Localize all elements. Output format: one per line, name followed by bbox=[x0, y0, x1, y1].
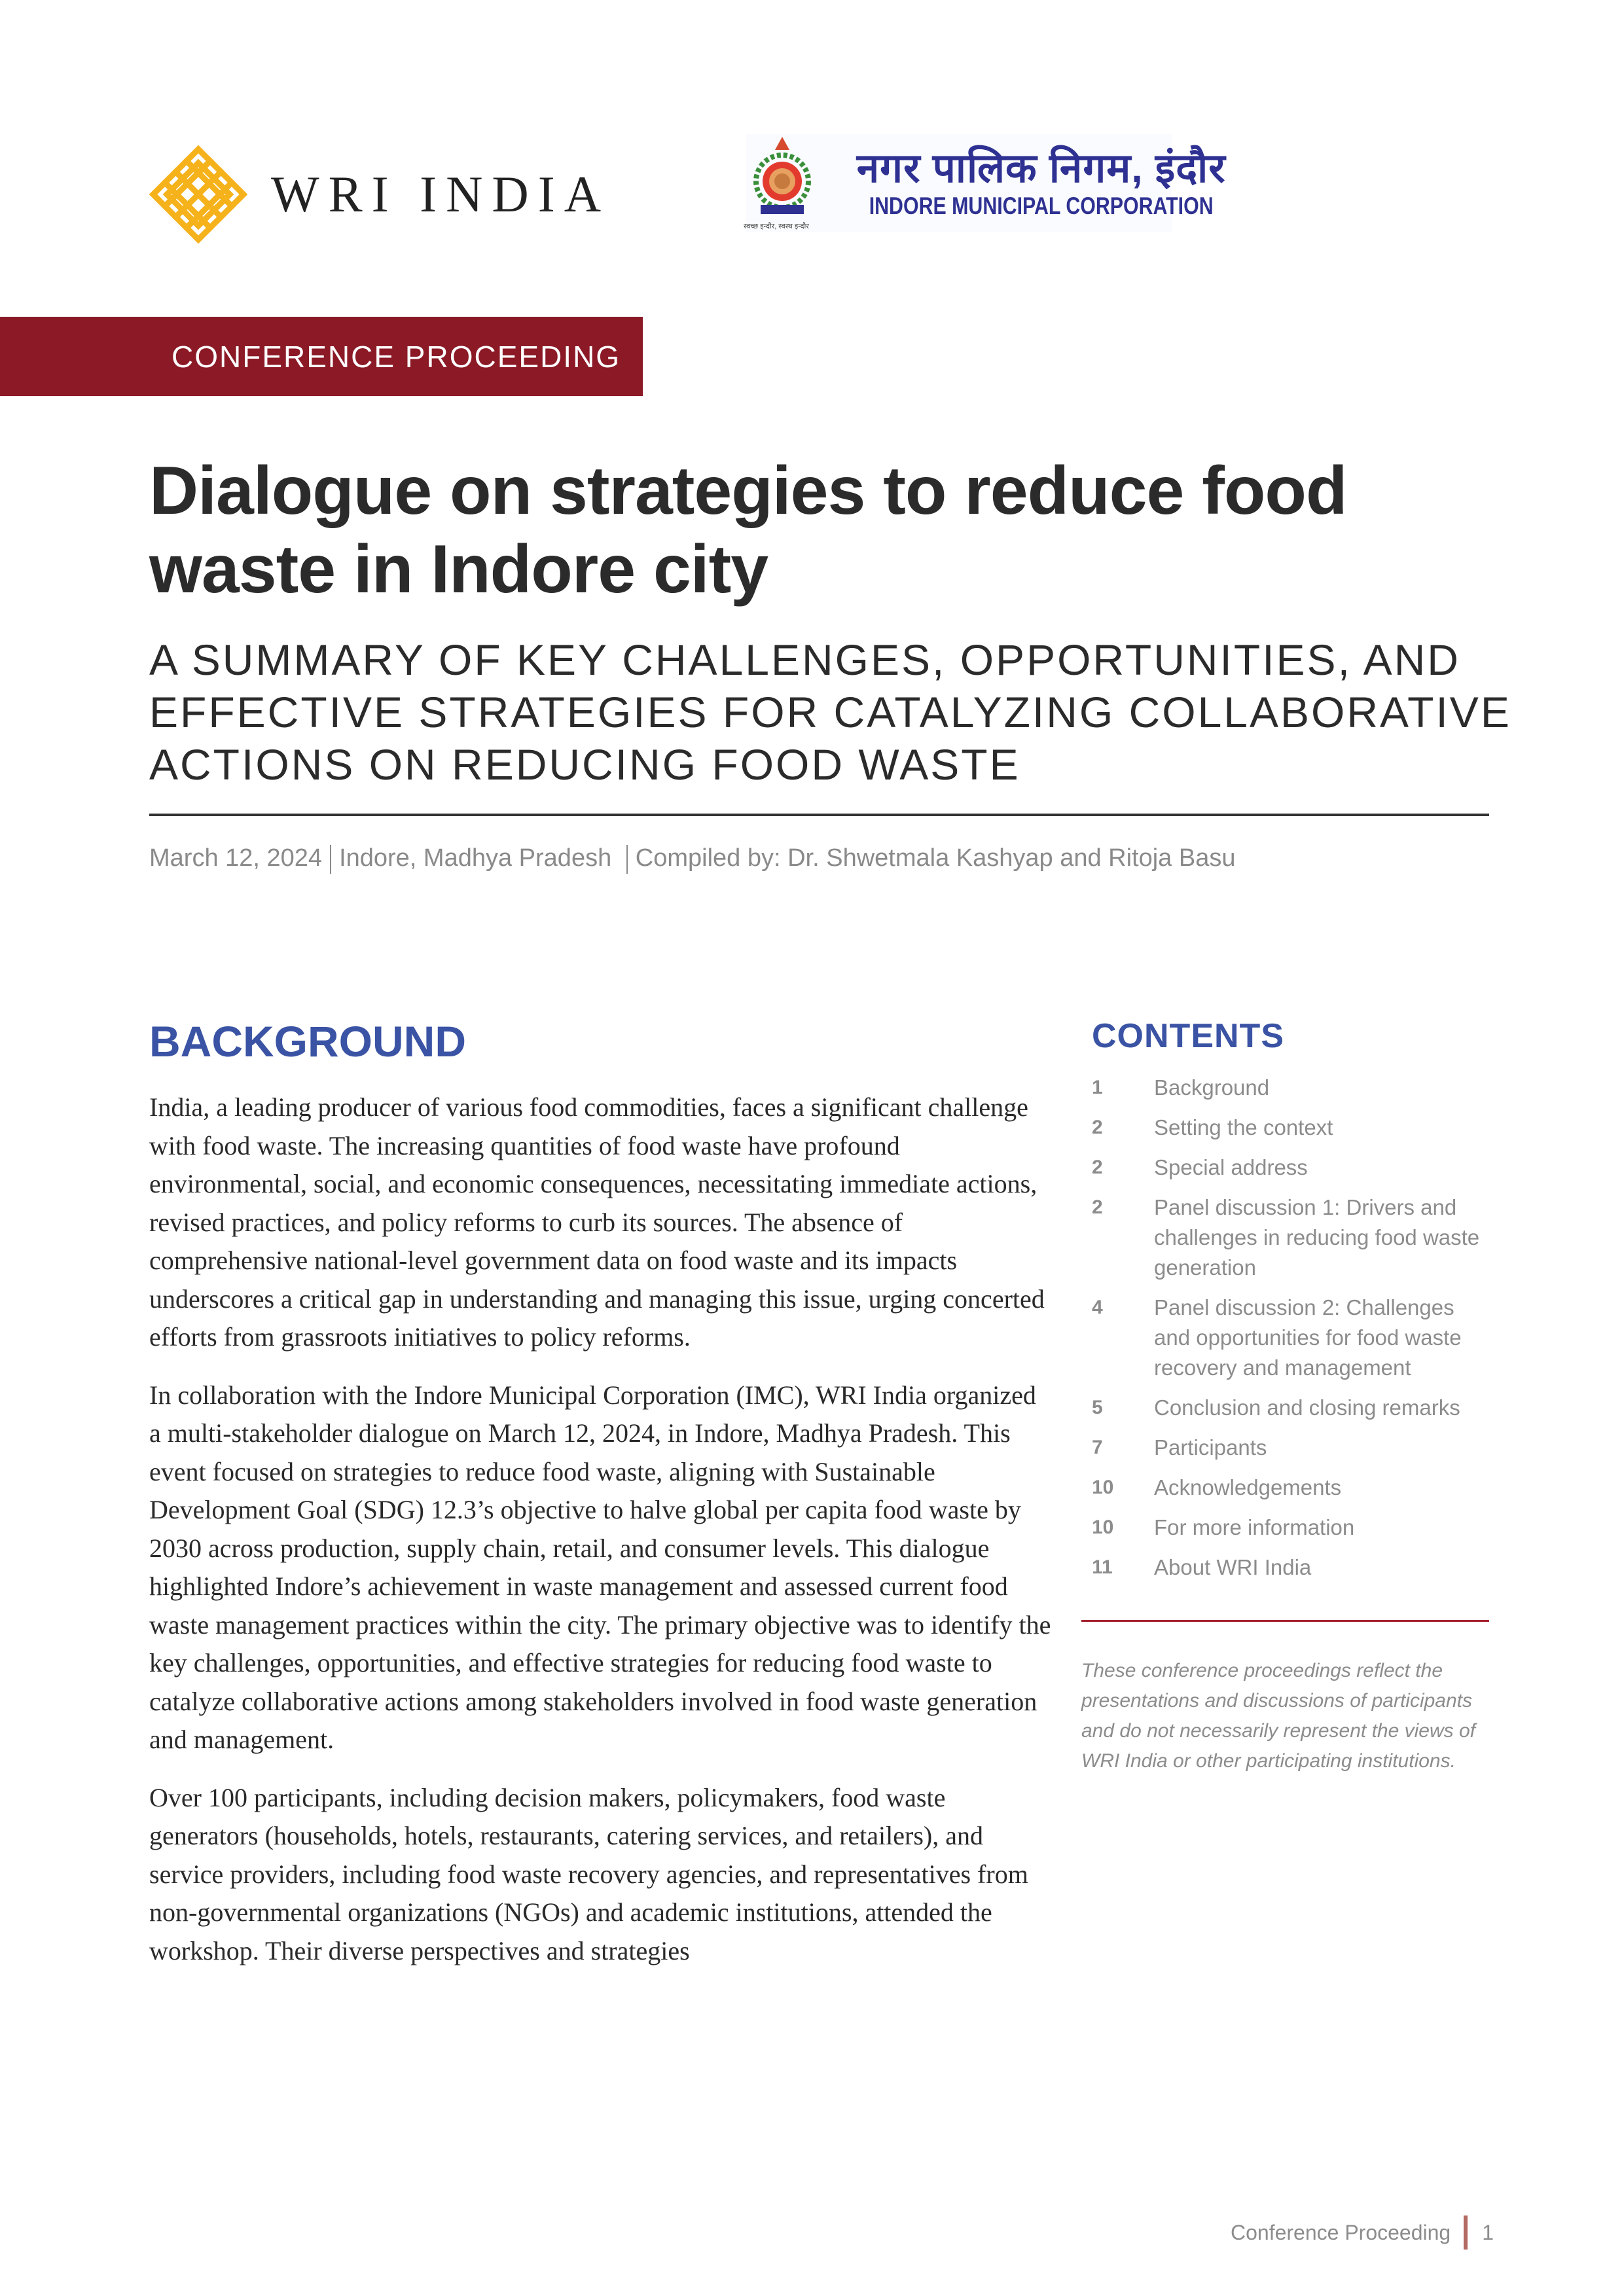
document-meta bbox=[149, 844, 1235, 874]
meta-compiled-by: Compiled by: Dr. Shwetmala Kashyap and Ritoja Basu bbox=[635, 844, 1236, 872]
wri-india-wordmark: WRI INDIA bbox=[271, 166, 611, 223]
toc-item[interactable] bbox=[1092, 1153, 1491, 1183]
toc-item[interactable] bbox=[1092, 1293, 1491, 1383]
contents-heading: CONTENTS bbox=[1092, 1017, 1284, 1055]
document-type-banner bbox=[0, 317, 643, 396]
toc-item[interactable] bbox=[1092, 1433, 1491, 1463]
toc-page-number: 10 bbox=[1092, 1516, 1114, 1538]
toc-label: Conclusion and closing remarks bbox=[1154, 1395, 1460, 1420]
toc-page-number: 2 bbox=[1092, 1196, 1103, 1218]
toc-label: For more information bbox=[1154, 1515, 1355, 1539]
body-paragraph: Over 100 participants, including decision makers, policymakers, food waste generators (households, hotels, restaurants, catering services, and retailers), and service providers, including food waste recovery agencies, and representatives from non-governmental organizations (NGOs) and academic institutions, attended the workshop. Their diverse perspectives and strategies bbox=[149, 1782, 1028, 1965]
toc-label: Setting the context bbox=[1154, 1115, 1333, 1139]
toc-item[interactable] bbox=[1092, 1113, 1491, 1143]
title-divider bbox=[149, 814, 1489, 816]
toc-label: Participants bbox=[1154, 1435, 1267, 1460]
toc-label: About WRI India bbox=[1154, 1555, 1312, 1579]
footer-divider bbox=[1464, 2215, 1468, 2250]
page-number: 1 bbox=[1482, 2220, 1494, 2244]
imc-emblem-icon bbox=[746, 134, 818, 232]
meta-date: March 12, 2024 bbox=[149, 844, 323, 872]
table-of-contents bbox=[1092, 1016, 1491, 1592]
page-subtitle: A SUMMARY OF KEY CHALLENGES, OPPORTUNITIES, AND EFFECTIVE STRATEGIES FOR CATALYZING COLLABORATIVE ACTIONS ON REDUCING FOOD WASTE bbox=[149, 636, 1511, 789]
toc-page-number: 10 bbox=[1092, 1477, 1114, 1498]
wri-india-logo bbox=[149, 145, 647, 243]
contents-divider bbox=[1081, 1620, 1489, 1622]
meta-separator bbox=[330, 845, 331, 874]
toc-item[interactable] bbox=[1092, 1473, 1491, 1503]
document-type-label: CONFERENCE PROCEEDING bbox=[171, 340, 621, 374]
toc-page-number: 11 bbox=[1092, 1556, 1113, 1578]
toc-label: Background bbox=[1154, 1075, 1270, 1100]
toc-page-number: 7 bbox=[1092, 1437, 1103, 1458]
meta-separator bbox=[626, 845, 628, 874]
toc-item[interactable] bbox=[1092, 1073, 1491, 1103]
wri-knot-mark-icon bbox=[149, 145, 247, 243]
page-title: Dialogue on strategies to reduce food waste in Indore city bbox=[149, 453, 1347, 607]
imc-hindi-name: नगर पालिक निगम, इंदौर bbox=[856, 146, 1226, 191]
section-heading-background: BACKGROUND bbox=[149, 1017, 466, 1066]
toc-label: Special address bbox=[1154, 1155, 1308, 1179]
toc-item[interactable] bbox=[1092, 1513, 1491, 1543]
body-paragraph: India, a leading producer of various food commodities, faces a significant challenge with food waste. The increasing quantities of food waste have profound environmental, social, and economic consequences, necessitating immediate actions, revised practices, and policy reforms to curb its sources. The absence of comprehensive national-level government data on food waste and its impacts underscores a critical gap in understanding and managing this issue, urging concerted efforts from grassroots initiatives to policy reforms. bbox=[149, 1092, 1045, 1352]
footer-label: Conference Proceeding bbox=[1231, 2220, 1451, 2244]
toc-label: Panel discussion 1: Drivers and challenges in reducing food waste generation bbox=[1154, 1195, 1480, 1280]
toc-label: Panel discussion 2: Challenges and opportunities for food waste recovery and management bbox=[1154, 1295, 1462, 1380]
toc-page-number: 2 bbox=[1092, 1157, 1103, 1178]
toc-label: Acknowledgements bbox=[1154, 1475, 1342, 1499]
toc-item[interactable] bbox=[1092, 1193, 1491, 1283]
body-paragraph: In collaboration with the Indore Municipal Corporation (IMC), WRI India organized a multi-stakeholder dialogue on March 12, 2024, in Indore, Madhya Pradesh. This event focused on strategies to reduce food waste, aligning with Sustainable Development Goal (SDG) 12.3’s objective to halve global per capita food waste by 2030 across production, supply chain, retail, and consumer levels. This dialogue highlighted Indore’s achievement in waste management and assessed current food waste management practices within the city. The primary objective was to identify the key challenges, opportunities, and effective strategies for reducing food waste to catalyze collaborative actions among stakeholders involved in food waste generation and management. bbox=[149, 1380, 1051, 1754]
imc-english-name: INDORE MUNICIPAL CORPORATION bbox=[869, 192, 1214, 219]
imc-logo bbox=[744, 134, 1226, 232]
imc-tagline: स्वच्छ इन्दौर, स्वस्थ इन्दौर bbox=[744, 223, 809, 230]
meta-location: Indore, Madhya Pradesh bbox=[339, 844, 612, 872]
background-body bbox=[149, 1088, 1053, 1990]
toc-page-number: 5 bbox=[1092, 1397, 1103, 1418]
toc-item[interactable] bbox=[1092, 1552, 1491, 1583]
toc-item[interactable] bbox=[1092, 1393, 1491, 1423]
toc-page-number: 1 bbox=[1092, 1077, 1103, 1098]
disclaimer: These conference proceedings reflect the presentations and discussions of participants and do not necessarily represent the views of WRI India or other participating institutions. bbox=[1081, 1660, 1476, 1772]
toc-page-number: 4 bbox=[1092, 1297, 1103, 1318]
page-footer bbox=[1231, 2215, 1494, 2250]
toc-page-number: 2 bbox=[1092, 1117, 1103, 1138]
